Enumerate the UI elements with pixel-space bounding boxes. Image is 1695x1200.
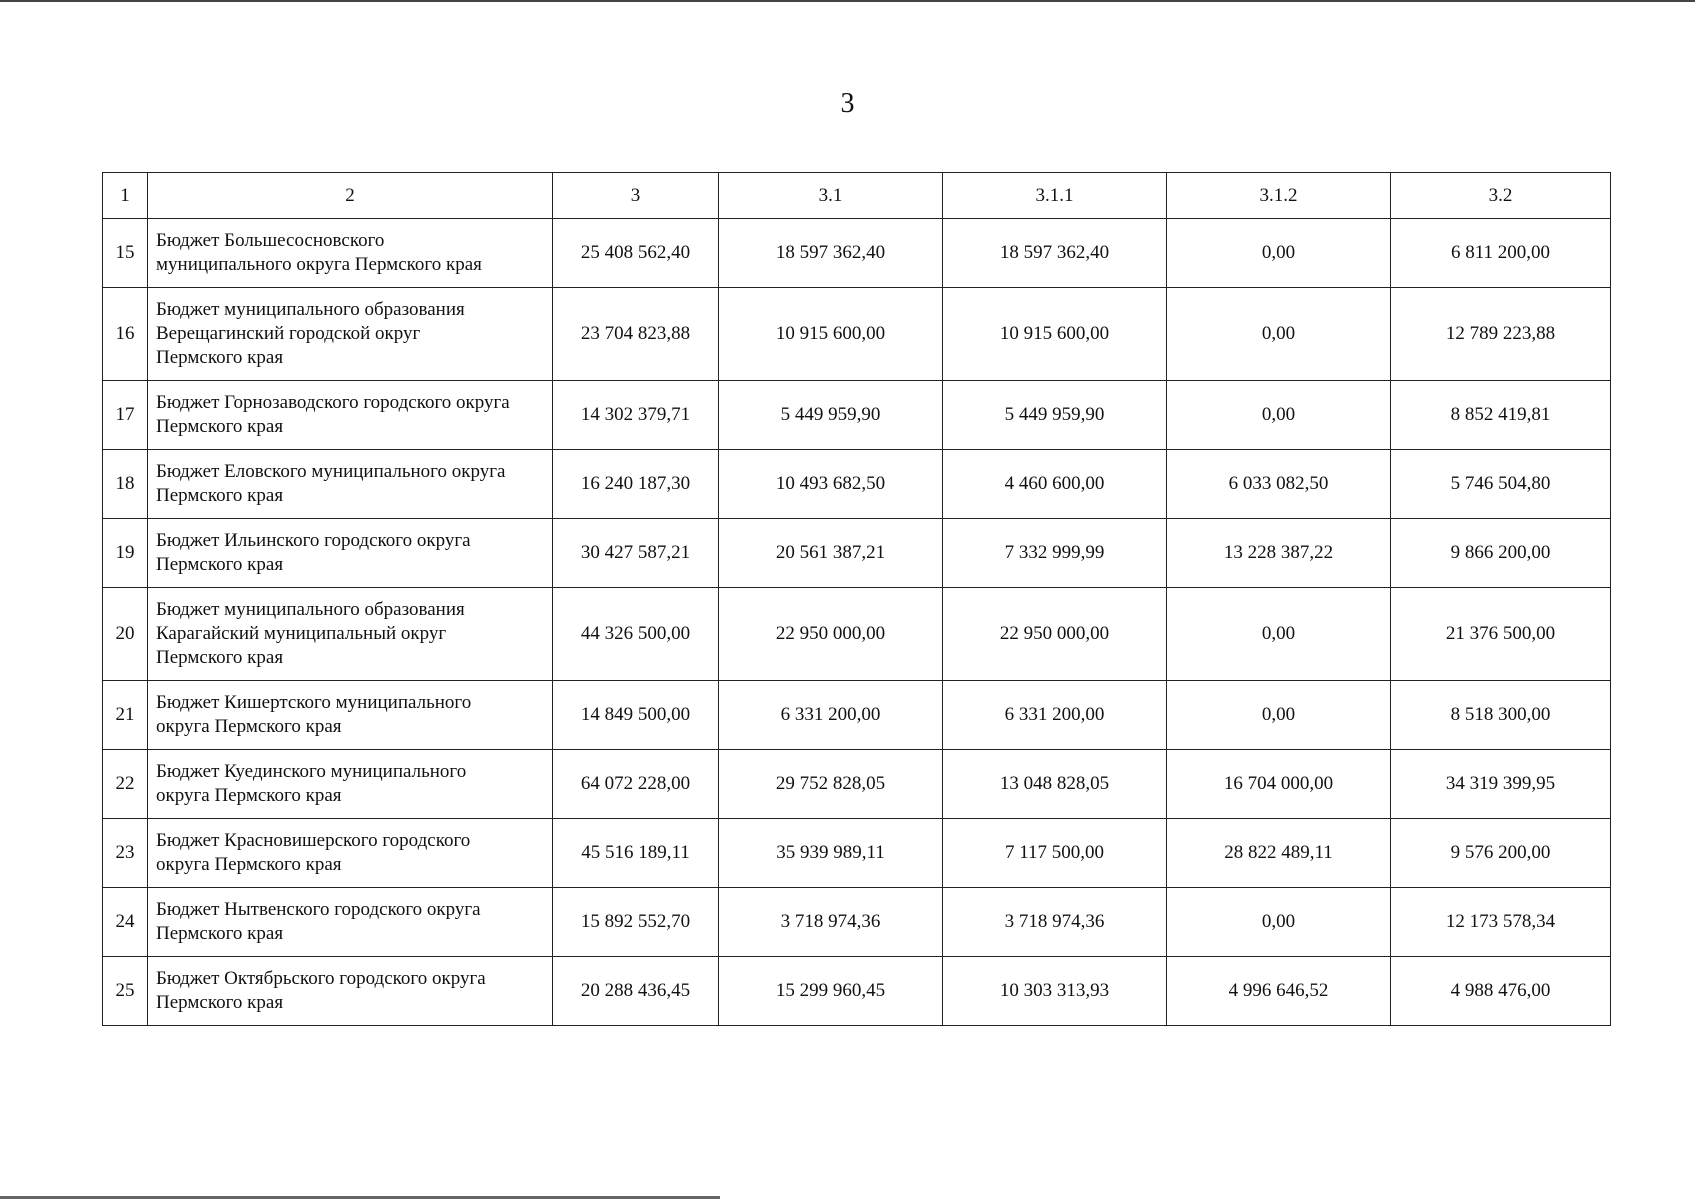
total-cell: 20 288 436,45 bbox=[553, 957, 719, 1026]
header-col-3: 3 bbox=[553, 173, 719, 219]
budget-name-line: Бюджет Горнозаводского городского округа bbox=[156, 392, 510, 413]
row-number-cell: 20 bbox=[103, 588, 148, 681]
budget-name-cell bbox=[148, 888, 553, 957]
total-cell: 15 892 552,70 bbox=[553, 888, 719, 957]
col-3-2-cell: 12 173 578,34 bbox=[1391, 888, 1611, 957]
header-col-1: 1 bbox=[103, 173, 148, 219]
col-3-1-2-cell: 4 996 646,52 bbox=[1167, 957, 1391, 1026]
budget-name-line: Пермского края bbox=[156, 647, 284, 668]
header-col-3-1-2: 3.1.2 bbox=[1167, 173, 1391, 219]
table-row bbox=[103, 381, 1611, 450]
table-row bbox=[103, 957, 1611, 1026]
row-number-cell: 21 bbox=[103, 681, 148, 750]
col-3-1-cell: 18 597 362,40 bbox=[719, 219, 943, 288]
budget-name-cell bbox=[148, 519, 553, 588]
col-3-1-cell: 3 718 974,36 bbox=[719, 888, 943, 957]
col-3-1-1-cell: 7 332 999,99 bbox=[943, 519, 1167, 588]
table-row bbox=[103, 219, 1611, 288]
budget-name-cell bbox=[148, 681, 553, 750]
header-col-3-1-1: 3.1.1 bbox=[943, 173, 1167, 219]
col-3-1-cell: 22 950 000,00 bbox=[719, 588, 943, 681]
budget-name-line: Бюджет Нытвенского городского округа bbox=[156, 899, 481, 920]
col-3-1-2-cell: 0,00 bbox=[1167, 219, 1391, 288]
total-cell: 23 704 823,88 bbox=[553, 288, 719, 381]
total-cell: 16 240 187,30 bbox=[553, 450, 719, 519]
budget-name-cell bbox=[148, 750, 553, 819]
col-3-1-2-cell: 28 822 489,11 bbox=[1167, 819, 1391, 888]
scan-bottom-edge bbox=[0, 1196, 720, 1199]
budget-name-cell bbox=[148, 819, 553, 888]
budget-name-cell bbox=[148, 219, 553, 288]
table-header-row bbox=[103, 173, 1611, 219]
budget-name-line: Пермского края bbox=[156, 416, 284, 437]
total-cell: 64 072 228,00 bbox=[553, 750, 719, 819]
row-number-cell: 25 bbox=[103, 957, 148, 1026]
col-3-2-cell: 8 852 419,81 bbox=[1391, 381, 1611, 450]
budget-name-cell bbox=[148, 450, 553, 519]
col-3-1-1-cell: 6 331 200,00 bbox=[943, 681, 1167, 750]
col-3-2-cell: 21 376 500,00 bbox=[1391, 588, 1611, 681]
budget-name-line: округа Пермского края bbox=[156, 854, 342, 875]
row-number-cell: 17 bbox=[103, 381, 148, 450]
budget-name-line: округа Пермского края bbox=[156, 785, 342, 806]
col-3-1-1-cell: 10 303 313,93 bbox=[943, 957, 1167, 1026]
total-cell: 25 408 562,40 bbox=[553, 219, 719, 288]
col-3-1-cell: 10 493 682,50 bbox=[719, 450, 943, 519]
budget-name-cell bbox=[148, 288, 553, 381]
col-3-1-2-cell: 0,00 bbox=[1167, 288, 1391, 381]
table-body bbox=[103, 219, 1611, 1026]
row-number-cell: 16 bbox=[103, 288, 148, 381]
row-number-cell: 22 bbox=[103, 750, 148, 819]
col-3-1-1-cell: 4 460 600,00 bbox=[943, 450, 1167, 519]
budget-name-line: Бюджет Куединского муниципального bbox=[156, 761, 467, 782]
row-number-cell: 23 bbox=[103, 819, 148, 888]
col-3-1-1-cell: 3 718 974,36 bbox=[943, 888, 1167, 957]
budget-name-line: Бюджет Красновишерского городского bbox=[156, 830, 471, 851]
budget-name-line: Бюджет муниципального образования bbox=[156, 599, 465, 620]
budget-name-line: Бюджет Кишертского муниципального bbox=[156, 692, 472, 713]
budget-name-line: Бюджет Ильинского городского округа bbox=[156, 530, 471, 551]
table-row bbox=[103, 588, 1611, 681]
budget-name-cell bbox=[148, 381, 553, 450]
table-row bbox=[103, 819, 1611, 888]
col-3-1-1-cell: 10 915 600,00 bbox=[943, 288, 1167, 381]
col-3-1-1-cell: 18 597 362,40 bbox=[943, 219, 1167, 288]
col-3-1-2-cell: 6 033 082,50 bbox=[1167, 450, 1391, 519]
row-number-cell: 15 bbox=[103, 219, 148, 288]
budget-name-line: Пермского края bbox=[156, 554, 284, 575]
budget-name-line: Бюджет Еловского муниципального округа bbox=[156, 461, 506, 482]
col-3-1-2-cell: 0,00 bbox=[1167, 888, 1391, 957]
col-3-1-1-cell: 7 117 500,00 bbox=[943, 819, 1167, 888]
budget-name-line: Бюджет Большесосновского bbox=[156, 230, 385, 251]
budget-name-line: Пермского края bbox=[156, 347, 284, 368]
col-3-1-cell: 6 331 200,00 bbox=[719, 681, 943, 750]
col-3-1-2-cell: 0,00 bbox=[1167, 681, 1391, 750]
total-cell: 44 326 500,00 bbox=[553, 588, 719, 681]
col-3-2-cell: 9 866 200,00 bbox=[1391, 519, 1611, 588]
col-3-1-cell: 35 939 989,11 bbox=[719, 819, 943, 888]
budget-name-line: Верещагинский городской округ bbox=[156, 323, 421, 344]
col-3-1-2-cell: 16 704 000,00 bbox=[1167, 750, 1391, 819]
budget-name-line: Пермского края bbox=[156, 923, 284, 944]
col-3-2-cell: 9 576 200,00 bbox=[1391, 819, 1611, 888]
table-row bbox=[103, 288, 1611, 381]
row-number-cell: 18 bbox=[103, 450, 148, 519]
budget-name-line: Бюджет муниципального образования bbox=[156, 299, 465, 320]
col-3-2-cell: 4 988 476,00 bbox=[1391, 957, 1611, 1026]
col-3-2-cell: 12 789 223,88 bbox=[1391, 288, 1611, 381]
budget-name-line: округа Пермского края bbox=[156, 716, 342, 737]
table-row bbox=[103, 681, 1611, 750]
total-cell: 14 302 379,71 bbox=[553, 381, 719, 450]
budget-table bbox=[102, 172, 1611, 1026]
col-3-2-cell: 8 518 300,00 bbox=[1391, 681, 1611, 750]
table-row bbox=[103, 888, 1611, 957]
budget-name-line: Пермского края bbox=[156, 992, 284, 1013]
col-3-1-1-cell: 13 048 828,05 bbox=[943, 750, 1167, 819]
table-row bbox=[103, 450, 1611, 519]
col-3-1-2-cell: 0,00 bbox=[1167, 588, 1391, 681]
col-3-1-2-cell: 13 228 387,22 bbox=[1167, 519, 1391, 588]
row-number-cell: 19 bbox=[103, 519, 148, 588]
header-col-3-1: 3.1 bbox=[719, 173, 943, 219]
scan-top-edge bbox=[0, 0, 1695, 2]
col-3-1-cell: 15 299 960,45 bbox=[719, 957, 943, 1026]
header-col-2: 2 bbox=[148, 173, 553, 219]
total-cell: 14 849 500,00 bbox=[553, 681, 719, 750]
col-3-1-cell: 20 561 387,21 bbox=[719, 519, 943, 588]
budget-name-line: Бюджет Октябрьского городского округа bbox=[156, 968, 486, 989]
col-3-2-cell: 34 319 399,95 bbox=[1391, 750, 1611, 819]
total-cell: 30 427 587,21 bbox=[553, 519, 719, 588]
budget-name-line: Карагайский муниципальный округ bbox=[156, 623, 447, 644]
col-3-1-cell: 5 449 959,90 bbox=[719, 381, 943, 450]
total-cell: 45 516 189,11 bbox=[553, 819, 719, 888]
row-number-cell: 24 bbox=[103, 888, 148, 957]
col-3-1-1-cell: 5 449 959,90 bbox=[943, 381, 1167, 450]
col-3-1-2-cell: 0,00 bbox=[1167, 381, 1391, 450]
budget-name-cell bbox=[148, 588, 553, 681]
table-row bbox=[103, 750, 1611, 819]
budget-name-line: муниципального округа Пермского края bbox=[156, 254, 482, 275]
col-3-1-cell: 29 752 828,05 bbox=[719, 750, 943, 819]
table-row bbox=[103, 519, 1611, 588]
page-number: 3 bbox=[840, 88, 855, 119]
header-col-3-2: 3.2 bbox=[1391, 173, 1611, 219]
col-3-2-cell: 6 811 200,00 bbox=[1391, 219, 1611, 288]
col-3-1-cell: 10 915 600,00 bbox=[719, 288, 943, 381]
budget-name-line: Пермского края bbox=[156, 485, 284, 506]
col-3-2-cell: 5 746 504,80 bbox=[1391, 450, 1611, 519]
budget-name-cell bbox=[148, 957, 553, 1026]
col-3-1-1-cell: 22 950 000,00 bbox=[943, 588, 1167, 681]
